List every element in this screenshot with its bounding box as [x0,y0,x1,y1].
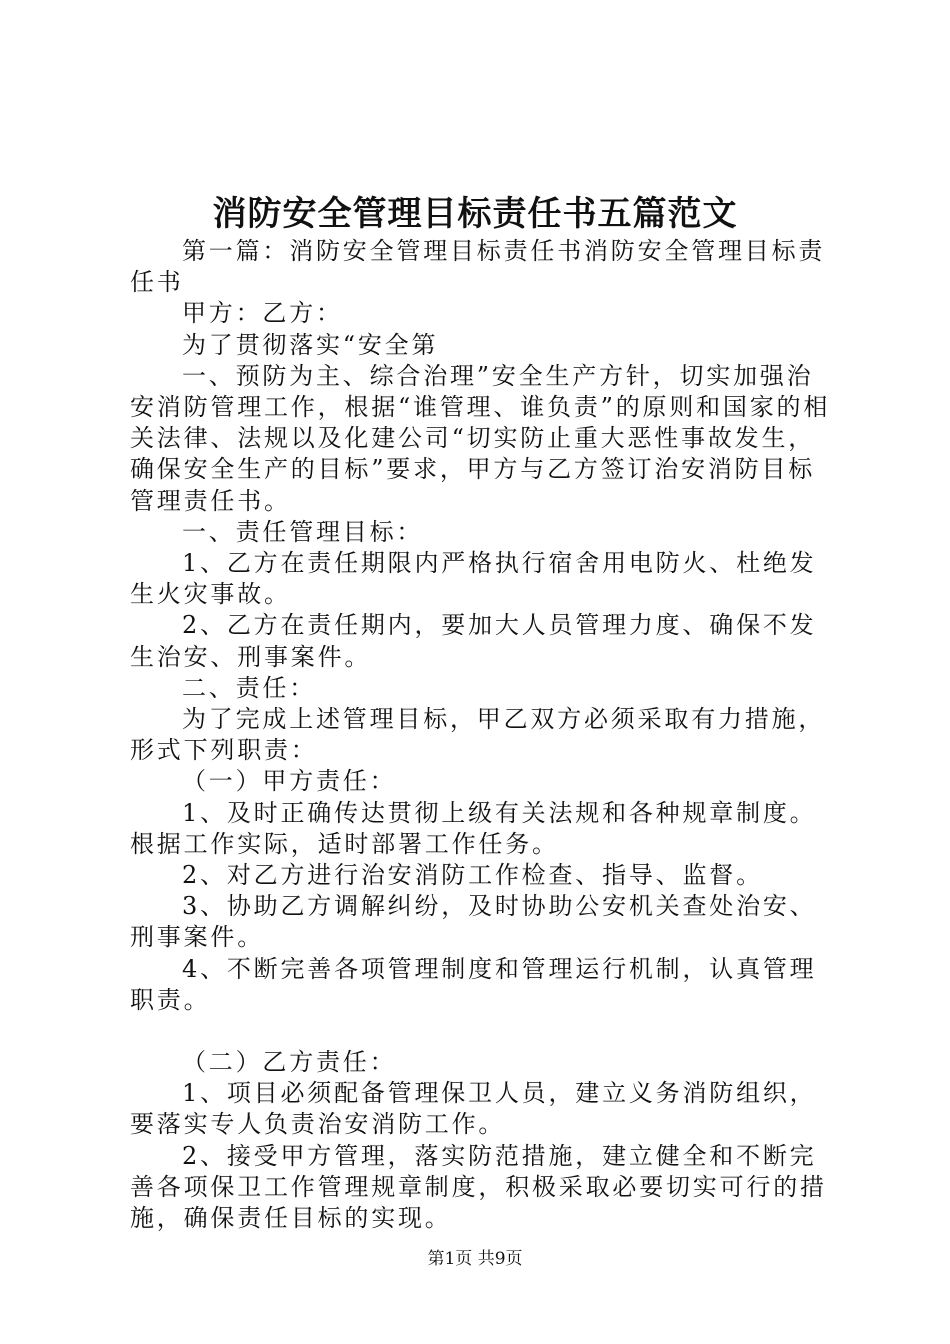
paragraph-purpose: 为了贯彻落实“安全第 [182,330,439,359]
page-number: 第1页 共9页 [427,1249,523,1269]
paragraph-party-b-2: 2、接受甲方管理，落实防范措施，建立健全和不断完善各项保卫工作管理规章制度，积极采取必要切实可行的措施，确保责任目标的实现。 [130,1141,827,1233]
document-title: 消防安全管理目标责任书五篇范文 [212,194,738,234]
paragraph-party-a-2: 2、对乙方进行治安消防工作检查、指导、监督。 [182,861,763,890]
section-heading-goals: 一、责任管理目标： [182,517,424,546]
paragraph-goal-2: 2、乙方在责任期内，要加大人员管理力度、确保不发生治安、刑事案件。 [130,611,817,671]
subsection-heading-party-b: （二）乙方责任： [182,1048,397,1077]
paragraph-responsibilities-intro: 为了完成上述管理目标，甲乙双方必须采取有力措施，形式下列职责： [130,705,826,765]
section-heading-responsibilities: 二、责任： [182,673,316,702]
paragraph-party-a-3: 3、协助乙方调解纠纷，及时协助公安机关查处治安、刑事案件。 [130,892,817,952]
paragraph-parties: 甲方：乙方： [182,299,343,328]
paragraph-intro: 第一篇：消防安全管理目标责任书消防安全管理目标责任书 [130,237,826,297]
document-body [130,236,834,1234]
paragraph-party-a-4: 4、不断完善各项管理制度和管理运行机制，认真管理职责。 [130,954,817,1014]
paragraph-goal-1: 1、乙方在责任期限内严格执行宿舍用电防火、杜绝发生火灾事故。 [130,549,817,609]
subsection-heading-party-a: （一）甲方责任： [182,767,397,796]
paragraph-policy: 一、预防为主、综合治理”安全生产方针，切实加强治安消防管理工作，根据“谁管理、谁负责”的原则和国家的相关法律、法规以及化建公司“切实防止重大恶性事故发生，确保安全生产的目标”要求，甲方与乙方签订治安消防目标管理责任书。 [130,361,831,515]
paragraph-party-a-1: 1、及时正确传达贯彻上级有关法规和各种规章制度。根据工作实际，适时部署工作任务。 [130,798,817,858]
paragraph-party-b-1: 1、项目必须配备管理保卫人员，建立义务消防组织，要落实专人负责治安消防工作。 [130,1079,817,1139]
